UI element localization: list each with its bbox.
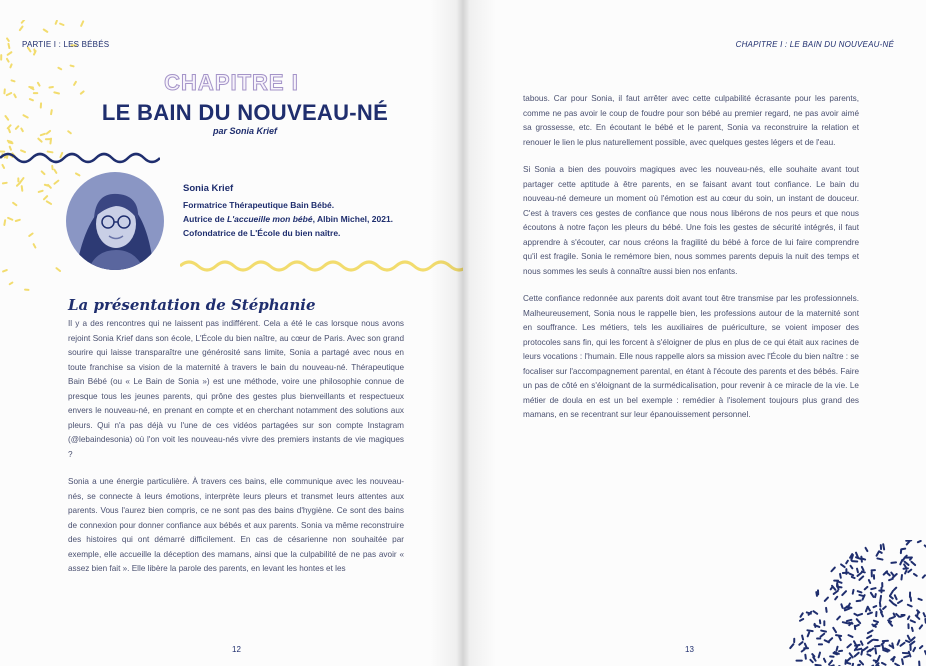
right-body-text [523,92,859,436]
yellow-wave-decoration [180,256,463,276]
running-head-right: CHAPITRE I : LE BAIN DU NOUVEAU-NÉ [735,40,894,49]
right-page [463,0,926,666]
left-paragraph-1: Il y a des rencontres qui ne laissent pas indifférent. Cela a été le cas lorsque nous avons rejoint Sonia Krief dans son école, L'École du bien naître, au cœur de Paris. Avec son grand sourire qui laisse transparaître une générosité sans limite, Sonia a partagé avec nous en toute franchise sa vision de la maternité à travers le bain du nouveau-né. Thérapeutique Bain Bébé (ou « Le Bain de Sonia ») est une méthode, voire une philosophie connue de presque tous les jeunes parents, qui prône des gestes plus bienveillants et respectueux envers le nouveau-né, en prenant en compte et en cherchant notamment des solutions aux pleurs. Qui n'a pas déjà vu l'une de ces vidéos partagées sur son compte Instagram (@lebaindesonia) où l'on voit les nouveau-nés vivre des premiers instants de vie magiques ? [68,319,404,459]
author-photo [66,172,164,270]
right-paragraph-1: tabous. Car pour Sonia, il faut arrêter avec cette culpabilité écrasante pour les parents, comme ne pas avoir le coup de foudre pour son bébé au premier regard, ne pas avoir aimé sa grossesse, etc. En écoutant le bébé et le parent, Sonia va reconstruire la relation et renouer le lien le plus naturellement possible, avec quelques gestes légers et de l'eau. [523,94,859,147]
navy-wave-decoration [0,148,160,168]
right-paragraph-3: Cette confiance redonnée aux parents doit avant tout être transmise par les professionnels. Malheureusement, Sonia nous le rappelle bien, les professions autour de la maternité sont en souffrance. Les métiers, tels les auxiliaires de puériculture, se voient imposer des protocoles sans fin, qui les forcent à s'éloigner de plus en plus de ce qui était aux racines de leurs vocations : l'humain. Elle nous rappelle alors sa mission avec l'École du bien naître : se focaliser sur l'accompagnement parental, en étant à l'écoute des parents et des bébés. Faire un pas de côté en s'éloignant de la surmédicalisation, pour revenir à ce miracle de la vie. Le métier de doula en est un bel exemple : remédier à l'isolement toujours plus grand des mamans, en se recentrant sur leur épanouissement personnel. [523,294,859,419]
running-head-left: PARTIE I : LES BÉBÉS [22,40,110,49]
chapter-label: CHAPITRE I [164,70,299,95]
left-paragraph-2: Sonia a une énergie particulière. À travers ces bains, elle communique avec les nouveau-nés, se connecte à leurs émotions, interprète leurs pleurs et transmet leurs attentes aux parents. Vous l'aurez bien compris, ce ne sont pas des bains d'hygiène. Ce sont des bains de connexion pour donner confiance aux bébés et aux parents. Sonia va même reconstruire des histoires qui ont démarré difficilement. En cas de césarienne non souhaitée par exemple, elle accueille la déception des mamans, ainsi que la culpabilité de ne pas avoir « assez bien fait ». Elle libère la parole des parents, en levant les hontes et les [68,477,404,573]
bio-line-3: Cofondatrice de L'École du bien naître. [183,228,341,238]
left-body-text [68,317,404,590]
author-name: Sonia Krief [183,183,234,194]
right-paragraph-2: Si Sonia a bien des pouvoirs magiques avec les nouveau-nés, elle souhaite avant tout partager cette aptitude à être parents, en se faisant avant tout confiance. Le bain du nouveau-né demeure un moment où l'émotion est au cœur du soin, un instant de douceur. C'est à travers ces gestes de confiance que nous nous libérons de nos peurs et que nous écoutons à notre façon les pleurs du bébé. Une fois les gestes de sécurité intégrés, il faut apprendre à s'écouter, car nous créons la fragilité du bébé à force de lui faire comprendre qu'il est fragile. Sonia le remémore bien, nous sommes parents depuis la nuit des temps et nous sommes les seuls à connaître aussi bien nos enfants. [523,165,859,276]
bio-line-1: Formatrice Thérapeutique Bain Bébé. [183,200,335,210]
navy-dash-decoration [726,540,926,666]
section-title: La présentation de Stéphanie [68,296,316,314]
author-bio [183,182,443,240]
byline: par Sonia Krief [212,126,277,136]
chapter-title: LE BAIN DU NOUVEAU-NÉ [101,100,389,125]
page-number-left: 12 [232,645,241,654]
bio-line-2: Autrice de L'accueille mon bébé, Albin Michel, 2021. [183,214,394,224]
page-number-right: 13 [685,645,694,654]
